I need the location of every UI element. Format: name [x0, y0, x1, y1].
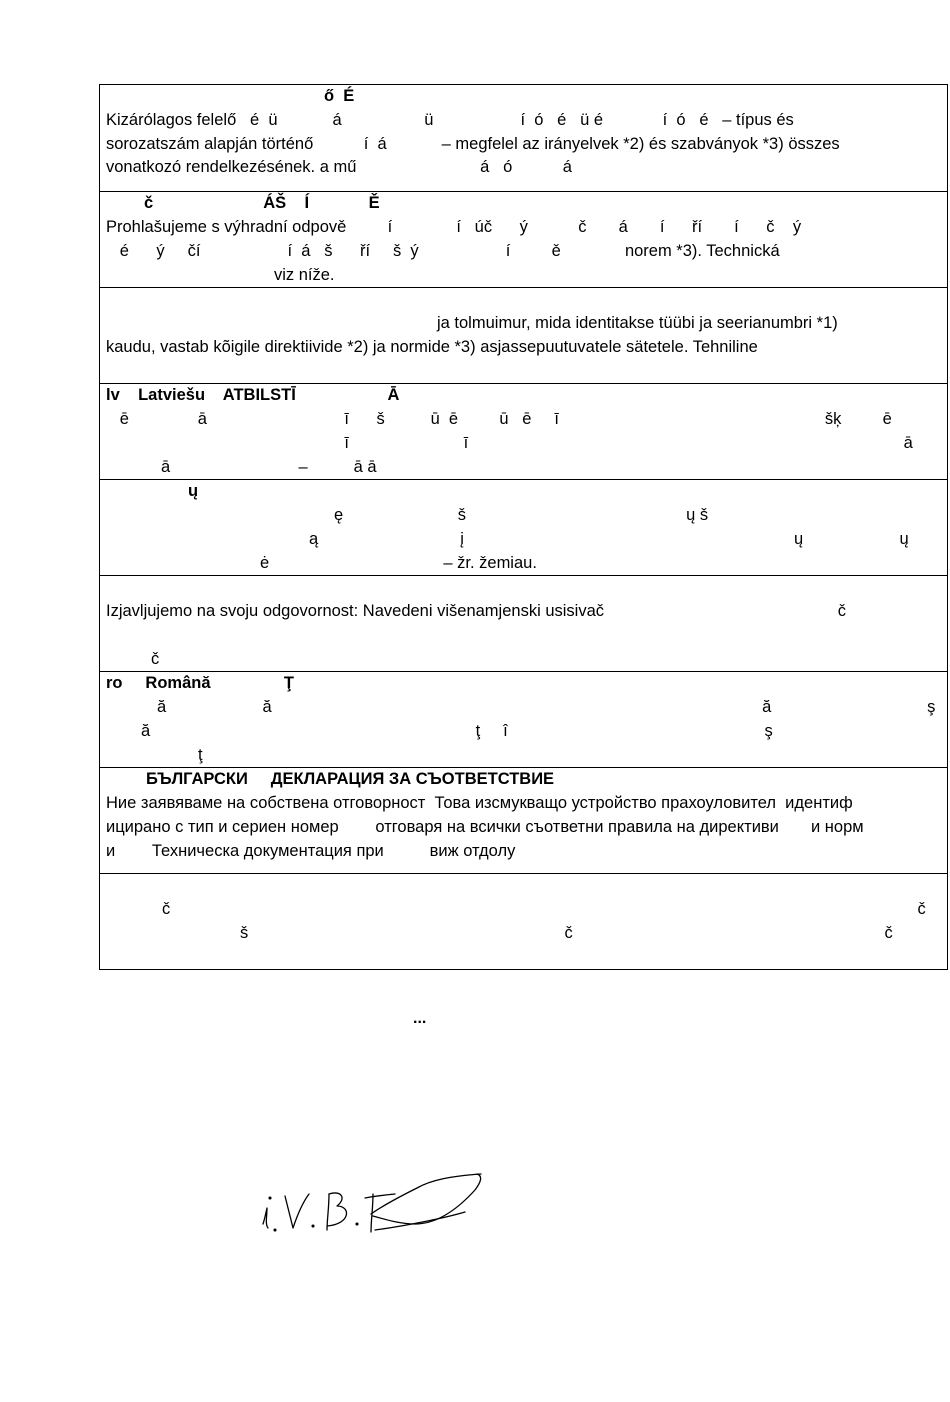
declaration-section-hu: [100, 85, 947, 192]
section-heading: č ÁŠ Í Ě: [144, 194, 380, 212]
declaration-section-sl: [100, 874, 947, 969]
section-text-line: viz níže.: [274, 266, 335, 284]
section-heading: ő É: [324, 87, 355, 105]
declaration-section-bg: [100, 768, 947, 874]
section-heading: БЪЛГАРСКИ ДЕКЛАРАЦИЯ ЗА СЪОТВЕТСТВИЕ: [146, 770, 555, 788]
section-text-line: ā – ā ā: [106, 458, 377, 476]
section-text-line: ē ā ī š ū ē ū ē ī šķ ē: [106, 410, 892, 428]
continuation-ellipsis: ...: [413, 1010, 427, 1027]
section-text-line: ą į ų ų: [309, 530, 909, 548]
declaration-section-hr: [100, 576, 947, 672]
section-text-line: Prohlašujeme s výhradní odpově í í úč ý č á í ří í č ý: [106, 218, 802, 236]
declaration-section-ro: [100, 672, 947, 768]
section-text-line: vonatkozó rendelkezésének. a mű á ó á: [106, 158, 572, 176]
section-text-line: ţ: [198, 746, 203, 764]
section-text-line: ė – žr. žemiau.: [260, 554, 537, 572]
section-text-line: kaudu, vastab kõigile direktiivide *2) ja normide *3) asjassepuutuvatele sätetele. Tehniline: [106, 338, 758, 356]
section-heading: ų: [188, 482, 199, 500]
section-text-line: ę š ų š: [334, 506, 709, 524]
section-text-line: č č: [162, 900, 926, 918]
section-heading: lv Latviešu ATBILSTĪ Ā: [106, 386, 400, 404]
signature-image: [255, 1168, 495, 1240]
section-text-line: ja tolmuimur, mida identitakse tüübi ja seerianumbri *1): [437, 314, 838, 332]
section-text-line: Kizárólagos felelő é ü á ü í ó é ü é í ó é – típus és: [106, 111, 794, 129]
section-text-line: sorozatszám alapján történő í á – megfelel az irányelvek *2) és szabványok *3) összes: [106, 135, 840, 153]
section-text-line: ī ī ā: [106, 434, 913, 452]
section-text-line: ă ă ă ş: [157, 698, 936, 716]
declaration-table: [99, 84, 948, 970]
declaration-section-lt: [100, 480, 947, 576]
section-text-line: ă ţ î ş: [141, 722, 773, 740]
section-heading: ro Română Ţ: [106, 674, 294, 692]
declaration-section-et: [100, 288, 947, 384]
section-text-line: и Техническа документация при виж отдолу: [106, 842, 516, 860]
section-text-line: Ние заявяваме на собствена отговорност Това изсмукващо устройство прахоуловител идентиф: [106, 794, 853, 812]
section-text-line: Izjavljujemo na svoju odgovornost: Navedeni višenamjenski usisivač č: [106, 602, 847, 620]
section-text-line: ицирано с тип и сериен номер отговаря на всички съответни правила на директиви и норм: [106, 818, 864, 836]
section-text-line: š č č: [240, 924, 893, 942]
section-text-line: é ý čí í á š ří š ý í ě norem *3). Technická: [106, 242, 780, 260]
section-text-line: č: [151, 650, 160, 668]
declaration-section-cs: [100, 192, 947, 288]
declaration-section-lv: [100, 384, 947, 480]
